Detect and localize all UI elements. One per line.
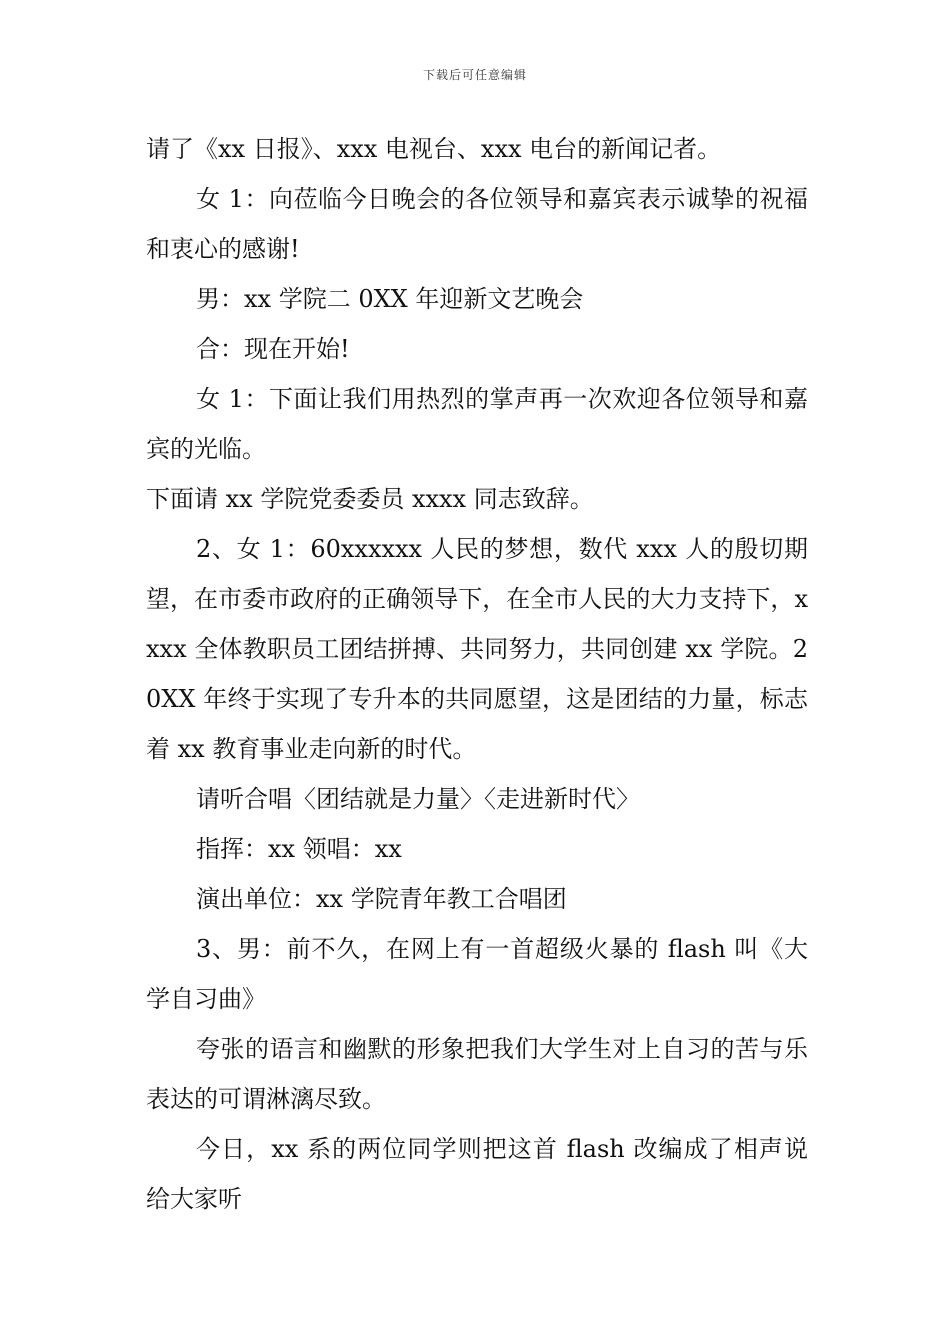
- paragraph-10: 演出单位：xx 学院青年教工合唱团: [196, 885, 567, 913]
- paragraph-8: 请听合唱〈团结就是力量〉〈走进新时代〉: [196, 785, 640, 813]
- page-header: 下载后可任意编辑: [422, 68, 527, 82]
- paragraph-9: 指挥：xx 领唱：xx: [196, 835, 402, 863]
- paragraph-13: 今日，xx 系的两位同学则把这首 flash 改编成了相声说给大家听: [146, 1135, 808, 1213]
- document-body: [146, 124, 808, 1224]
- paragraph-5: 女 1：下面让我们用热烈的掌声再一次欢迎各位领导和嘉宾的光临。: [146, 385, 808, 463]
- paragraph-12: 夸张的语言和幽默的形象把我们大学生对上自习的苦与乐表达的可谓淋漓尽致。: [146, 1035, 808, 1113]
- paragraph-6: 下面请 xx 学院党委委员 xxxx 同志致辞。: [146, 485, 594, 513]
- paragraph-1: 请了《xx 日报》、xxx 电视台、xxx 电台的新闻记者。: [146, 135, 722, 163]
- paragraph-7: 2、女 1：60xxxxxx 人民的梦想，数代 xxx 人的殷切期望，在市委市政府的正确领导下，在全市人民的大力支持下，xxxx 全体教职员工团结拼搏、共同努力，共同创建 xx 学院。20XX 年终于实现了专升本的共同愿望，这是团结的力量，标志着 xx 教育事业走向新的时代。: [146, 535, 808, 763]
- paragraph-3: 男：xx 学院二 0XX 年迎新文艺晚会: [196, 285, 584, 313]
- paragraph-11: 3、男：前不久，在网上有一首超级火暴的 flash 叫《大学自习曲》: [146, 935, 808, 1013]
- paragraph-4: 合：现在开始!: [196, 335, 350, 363]
- paragraph-2: 女 1：向莅临今日晚会的各位领导和嘉宾表示诚挚的祝福和衷心的感谢!: [146, 185, 808, 263]
